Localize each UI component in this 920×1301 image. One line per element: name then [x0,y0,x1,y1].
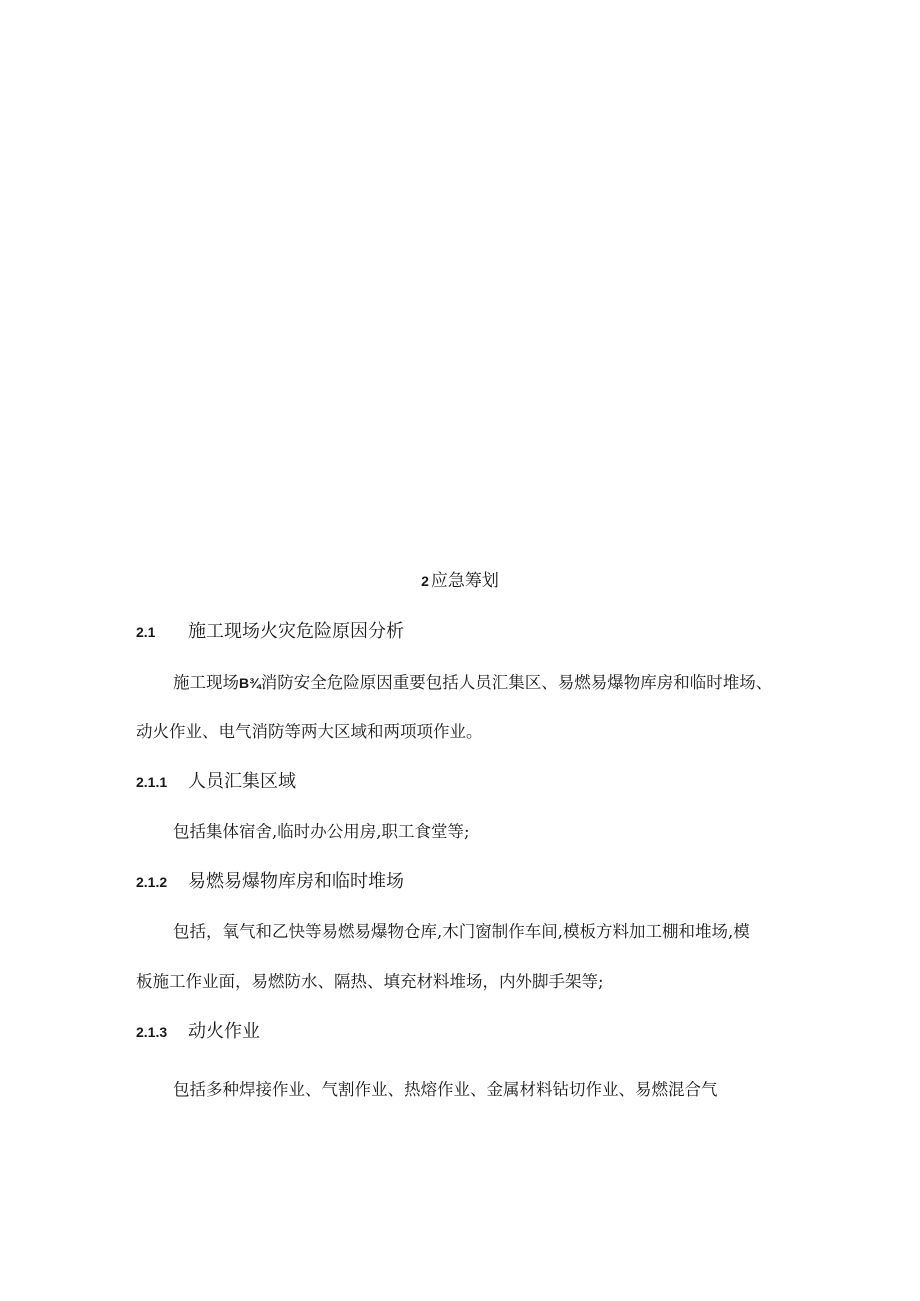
paragraph-text: 消防安全危险原因重要包括人员汇集区、易燃易爆物库房和临时堆场、 [260,673,773,692]
chapter-title-text: 应急筹划 [430,571,499,591]
section-heading-2-1 [136,621,404,643]
section-number: 2.1 [136,624,156,640]
section-heading-2-1-2 [136,871,404,893]
paragraph-text-bold: B¾ [239,675,261,691]
paragraph-line: 包括集体宿舍,临时办公用房,职工食堂等; [173,822,470,841]
paragraph-line: 包括多种焊接作业、气割作业、热熔作业、金属材料钻切作业、易燃混合气 [173,1080,718,1099]
section-title: 人员汇集区域 [188,771,296,792]
paragraph-line: 动火作业、电气消防等两大区域和两项项作业。 [136,722,483,741]
section-number: 2.1.1 [136,774,168,790]
chapter-title [0,570,920,592]
paragraph-line: 板施工作业面，易燃防水、隔热、填充材料堆场，内外脚手架等; [136,972,604,991]
paragraph-line: 包括，氧气和乙快等易燃易爆物仓库,木门窗制作车间,模板方料加工棚和堆场,模 [173,922,750,941]
section-title: 施工现场火灾危险原因分析 [188,621,404,642]
section-title: 动火作业 [188,1021,260,1042]
section-title: 易燃易爆物库房和临时堆场 [188,871,404,892]
chapter-number: 2 [421,573,429,589]
section-number: 2.1.3 [136,1024,168,1040]
section-number: 2.1.2 [136,874,168,890]
paragraph-text: 施工现场 [173,673,239,692]
section-heading-2-1-3 [136,1021,260,1043]
section-heading-2-1-1 [136,771,296,793]
paragraph-line [173,672,853,694]
